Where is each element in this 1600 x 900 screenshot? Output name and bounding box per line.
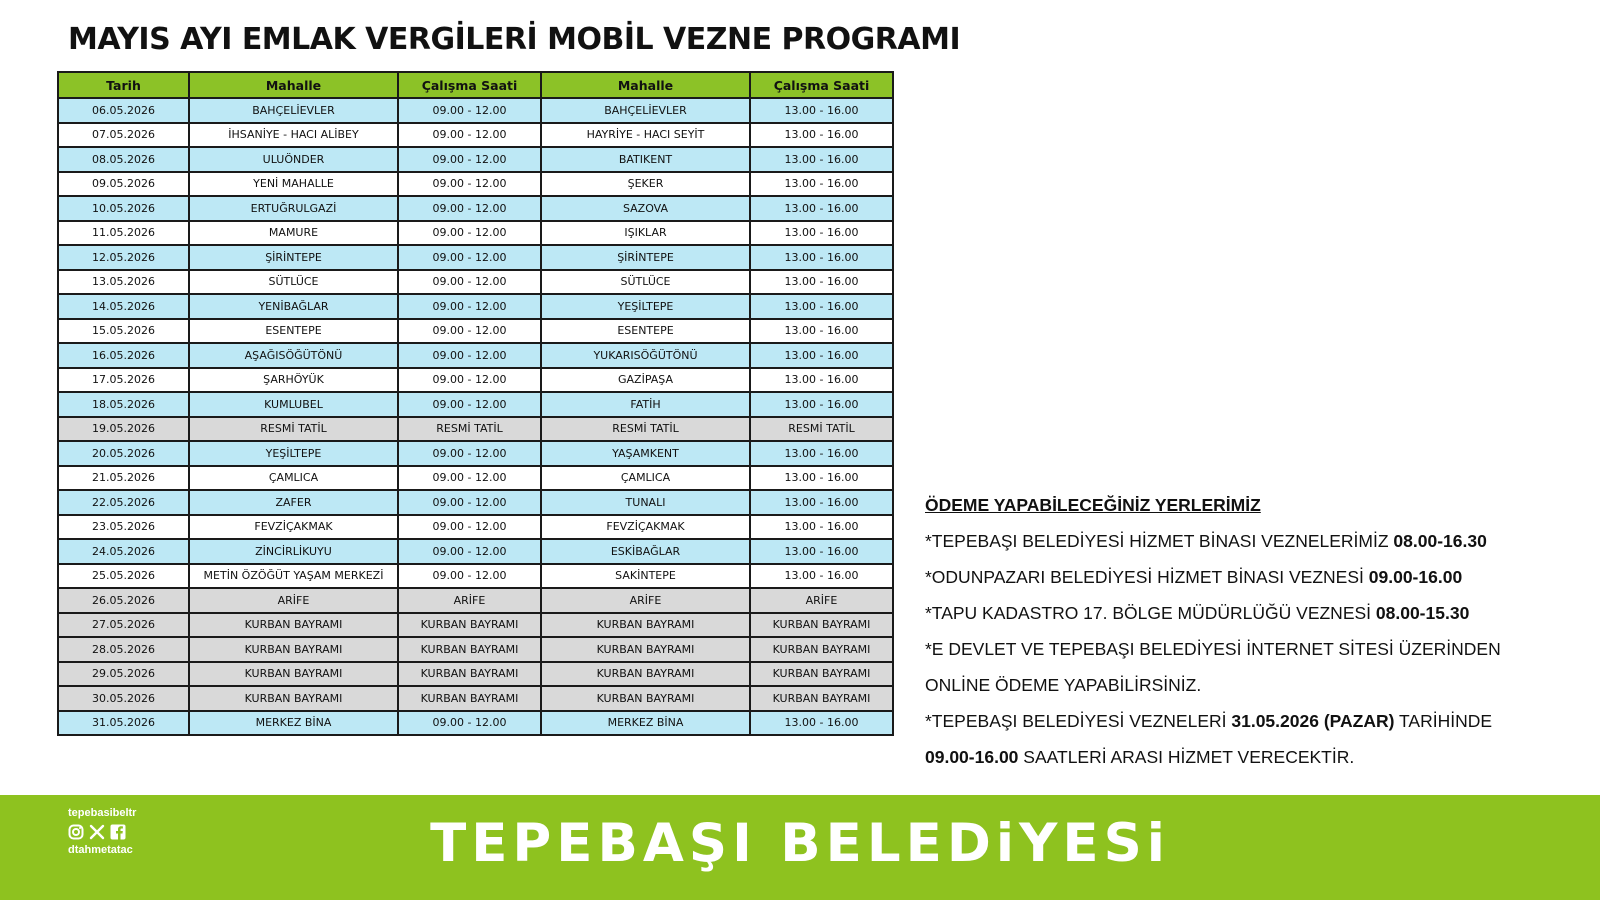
cell-district-afternoon: KURBAN BAYRAMI	[541, 662, 750, 687]
payment-line-2	[925, 567, 1545, 587]
cell-hours-morning: 09.00 - 12.00	[398, 245, 541, 270]
payment-line-6	[925, 711, 1545, 731]
cell-date: 17.05.2026	[58, 368, 189, 393]
cell-hours-afternoon: KURBAN BAYRAMI	[750, 686, 893, 711]
cell-district-afternoon: RESMİ TATİL	[541, 417, 750, 442]
cell-hours-morning: 09.00 - 12.00	[398, 343, 541, 368]
schedule-table	[57, 71, 894, 736]
cell-date: 24.05.2026	[58, 539, 189, 564]
table-row	[58, 588, 893, 613]
table-row	[58, 245, 893, 270]
cell-hours-morning: 09.00 - 12.00	[398, 441, 541, 466]
table-row	[58, 637, 893, 662]
cell-district-afternoon: TUNALI	[541, 490, 750, 515]
payment-line-4: *E DEVLET VE TEPEBAŞI BELEDİYESİ İNTERNET SİTESİ ÜZERİNDEN	[925, 639, 1501, 659]
cell-date: 27.05.2026	[58, 613, 189, 638]
cell-hours-afternoon: 13.00 - 16.00	[750, 294, 893, 319]
cell-hours-afternoon: KURBAN BAYRAMI	[750, 662, 893, 687]
cell-hours-afternoon: 13.00 - 16.00	[750, 564, 893, 589]
cell-district-afternoon: YEŞİLTEPE	[541, 294, 750, 319]
cell-hours-morning: 09.00 - 12.00	[398, 123, 541, 148]
cell-hours-afternoon: 13.00 - 16.00	[750, 245, 893, 270]
cell-district-afternoon: BATIKENT	[541, 147, 750, 172]
payment-line-6-date: 31.05.2026 (PAZAR)	[1231, 711, 1395, 731]
cell-hours-morning: 09.00 - 12.00	[398, 392, 541, 417]
cell-district-morning: YEŞİLTEPE	[189, 441, 398, 466]
social-handle-bottom: dtahmetatac	[68, 844, 133, 856]
cell-district-morning: FEVZİÇAKMAK	[189, 515, 398, 540]
cell-hours-morning: 09.00 - 12.00	[398, 564, 541, 589]
cell-hours-morning: 09.00 - 12.00	[398, 196, 541, 221]
cell-hours-afternoon: KURBAN BAYRAMI	[750, 613, 893, 638]
cell-hours-morning: KURBAN BAYRAMI	[398, 662, 541, 687]
table-row	[58, 368, 893, 393]
payment-line-2-text: *ODUNPAZARI BELEDİYESİ HİZMET BİNASI VEZNESİ	[925, 567, 1369, 587]
header-date: Tarih	[58, 72, 189, 98]
table-row	[58, 662, 893, 687]
cell-district-morning: YENİBAĞLAR	[189, 294, 398, 319]
cell-hours-afternoon: 13.00 - 16.00	[750, 319, 893, 344]
payment-line-7-tail: SAATLERİ ARASI HİZMET VERECEKTİR.	[1018, 747, 1355, 767]
cell-hours-morning: ARİFE	[398, 588, 541, 613]
payment-info	[925, 495, 1545, 783]
cell-district-afternoon: HAYRİYE - HACI SEYİT	[541, 123, 750, 148]
cell-date: 16.05.2026	[58, 343, 189, 368]
cell-district-morning: ŞİRİNTEPE	[189, 245, 398, 270]
payment-line-6-text: *TEPEBAŞI BELEDİYESİ VEZNELERİ	[925, 711, 1232, 731]
cell-district-morning: KURBAN BAYRAMI	[189, 662, 398, 687]
cell-district-afternoon: GAZİPAŞA	[541, 368, 750, 393]
cell-date: 12.05.2026	[58, 245, 189, 270]
cell-district-morning: ULUÖNDER	[189, 147, 398, 172]
cell-hours-morning: RESMİ TATİL	[398, 417, 541, 442]
cell-district-afternoon: KURBAN BAYRAMI	[541, 686, 750, 711]
cell-hours-afternoon: 13.00 - 16.00	[750, 466, 893, 491]
cell-date: 19.05.2026	[58, 417, 189, 442]
municipality-brand: TEPEBAŞI BELEDiYESi	[430, 813, 1170, 874]
cell-district-afternoon: MERKEZ BİNA	[541, 711, 750, 736]
header-hours-afternoon: Çalışma Saati	[750, 72, 893, 98]
cell-district-afternoon: YAŞAMKENT	[541, 441, 750, 466]
cell-date: 30.05.2026	[58, 686, 189, 711]
cell-hours-morning: 09.00 - 12.00	[398, 490, 541, 515]
cell-hours-afternoon: 13.00 - 16.00	[750, 711, 893, 736]
cell-district-morning: ZAFER	[189, 490, 398, 515]
cell-hours-morning: 09.00 - 12.00	[398, 147, 541, 172]
cell-hours-afternoon: 13.00 - 16.00	[750, 490, 893, 515]
payment-line-1	[925, 531, 1545, 551]
cell-district-morning: KUMLUBEL	[189, 392, 398, 417]
cell-date: 08.05.2026	[58, 147, 189, 172]
cell-hours-morning: KURBAN BAYRAMI	[398, 686, 541, 711]
payment-line-7-hours: 09.00-16.00	[925, 747, 1019, 767]
cell-district-morning: İHSANİYE - HACI ALİBEY	[189, 123, 398, 148]
table-row	[58, 319, 893, 344]
table-row	[58, 686, 893, 711]
table-row	[58, 490, 893, 515]
table-row	[58, 466, 893, 491]
cell-district-afternoon: SAKİNTEPE	[541, 564, 750, 589]
cell-hours-afternoon: KURBAN BAYRAMI	[750, 637, 893, 662]
cell-hours-afternoon: 13.00 - 16.00	[750, 441, 893, 466]
cell-district-morning: ERTUĞRULGAZİ	[189, 196, 398, 221]
cell-hours-morning: 09.00 - 12.00	[398, 221, 541, 246]
cell-hours-morning: KURBAN BAYRAMI	[398, 637, 541, 662]
cell-date: 18.05.2026	[58, 392, 189, 417]
cell-district-morning: RESMİ TATİL	[189, 417, 398, 442]
cell-date: 31.05.2026	[58, 711, 189, 736]
cell-hours-morning: 09.00 - 12.00	[398, 368, 541, 393]
payment-line-7	[925, 747, 1545, 767]
cell-date: 14.05.2026	[58, 294, 189, 319]
table-row	[58, 123, 893, 148]
page-title: MAYIS AYI EMLAK VERGİLERİ MOBİL VEZNE PROGRAMI	[68, 22, 961, 57]
cell-district-afternoon: YUKARISÖĞÜTÖNÜ	[541, 343, 750, 368]
cell-district-morning: YENİ MAHALLE	[189, 172, 398, 197]
cell-hours-morning: 09.00 - 12.00	[398, 319, 541, 344]
footer-bar	[0, 795, 1600, 900]
cell-hours-morning: 09.00 - 12.00	[398, 172, 541, 197]
social-handle-top: tepebasibeltr	[68, 807, 137, 819]
cell-hours-afternoon: RESMİ TATİL	[750, 417, 893, 442]
cell-date: 28.05.2026	[58, 637, 189, 662]
table-row	[58, 196, 893, 221]
cell-hours-afternoon: 13.00 - 16.00	[750, 221, 893, 246]
cell-district-morning: MERKEZ BİNA	[189, 711, 398, 736]
cell-district-afternoon: ESKİBAĞLAR	[541, 539, 750, 564]
cell-district-morning: ŞARHÖYÜK	[189, 368, 398, 393]
table-row	[58, 441, 893, 466]
cell-district-afternoon: SÜTLÜCE	[541, 270, 750, 295]
cell-district-morning: MAMURE	[189, 221, 398, 246]
table-row	[58, 564, 893, 589]
cell-date: 09.05.2026	[58, 172, 189, 197]
cell-district-morning: METİN ÖZÖĞÜT YAŞAM MERKEZİ	[189, 564, 398, 589]
table-row	[58, 539, 893, 564]
cell-district-afternoon: KURBAN BAYRAMI	[541, 637, 750, 662]
cell-district-afternoon: ARİFE	[541, 588, 750, 613]
cell-district-afternoon: ÇAMLICA	[541, 466, 750, 491]
payment-line-2-hours: 09.00-16.00	[1368, 567, 1463, 587]
table-row	[58, 172, 893, 197]
cell-district-afternoon: BAHÇELİEVLER	[541, 98, 750, 123]
table-row	[58, 270, 893, 295]
cell-district-afternoon: IŞIKLAR	[541, 221, 750, 246]
header-hours-morning: Çalışma Saati	[398, 72, 541, 98]
cell-hours-afternoon: 13.00 - 16.00	[750, 539, 893, 564]
schedule-body	[58, 98, 893, 735]
cell-district-morning: ÇAMLICA	[189, 466, 398, 491]
cell-hours-afternoon: 13.00 - 16.00	[750, 123, 893, 148]
cell-date: 29.05.2026	[58, 662, 189, 687]
table-header-row	[58, 72, 893, 98]
cell-date: 21.05.2026	[58, 466, 189, 491]
header-district-afternoon: Mahalle	[541, 72, 750, 98]
cell-district-afternoon: ŞEKER	[541, 172, 750, 197]
cell-hours-afternoon: 13.00 - 16.00	[750, 392, 893, 417]
cell-district-afternoon: ŞİRİNTEPE	[541, 245, 750, 270]
cell-date: 07.05.2026	[58, 123, 189, 148]
cell-hours-afternoon: 13.00 - 16.00	[750, 515, 893, 540]
table-row	[58, 613, 893, 638]
table-row	[58, 221, 893, 246]
cell-district-morning: KURBAN BAYRAMI	[189, 613, 398, 638]
cell-hours-afternoon: 13.00 - 16.00	[750, 368, 893, 393]
table-row	[58, 147, 893, 172]
table-row	[58, 343, 893, 368]
cell-date: 10.05.2026	[58, 196, 189, 221]
cell-hours-afternoon: 13.00 - 16.00	[750, 147, 893, 172]
payment-line-1-hours: 08.00-16.30	[1393, 531, 1487, 551]
cell-district-morning: KURBAN BAYRAMI	[189, 637, 398, 662]
cell-date: 25.05.2026	[58, 564, 189, 589]
cell-date: 15.05.2026	[58, 319, 189, 344]
payment-line-6-tail: TARİHİNDE	[1394, 711, 1493, 731]
cell-district-morning: SÜTLÜCE	[189, 270, 398, 295]
table-row	[58, 98, 893, 123]
cell-date: 06.05.2026	[58, 98, 189, 123]
cell-hours-morning: 09.00 - 12.00	[398, 466, 541, 491]
payment-line-1-text: *TEPEBAŞI BELEDİYESİ HİZMET BİNASI VEZNELERİMİZ	[925, 531, 1394, 551]
table-row	[58, 515, 893, 540]
cell-hours-morning: 09.00 - 12.00	[398, 270, 541, 295]
cell-date: 22.05.2026	[58, 490, 189, 515]
cell-hours-morning: 09.00 - 12.00	[398, 711, 541, 736]
cell-hours-afternoon: 13.00 - 16.00	[750, 172, 893, 197]
payment-line-3	[925, 603, 1545, 623]
cell-district-morning: ARİFE	[189, 588, 398, 613]
cell-district-afternoon: FEVZİÇAKMAK	[541, 515, 750, 540]
cell-date: 23.05.2026	[58, 515, 189, 540]
table-row	[58, 294, 893, 319]
cell-district-afternoon: ESENTEPE	[541, 319, 750, 344]
cell-date: 13.05.2026	[58, 270, 189, 295]
cell-district-morning: BAHÇELİEVLER	[189, 98, 398, 123]
payment-info-heading: ÖDEME YAPABİLECEĞİNİZ YERLERİMİZ	[925, 495, 1261, 515]
cell-hours-afternoon: 13.00 - 16.00	[750, 98, 893, 123]
cell-hours-afternoon: 13.00 - 16.00	[750, 196, 893, 221]
cell-hours-morning: KURBAN BAYRAMI	[398, 613, 541, 638]
cell-hours-morning: 09.00 - 12.00	[398, 294, 541, 319]
cell-hours-afternoon: 13.00 - 16.00	[750, 343, 893, 368]
cell-hours-morning: 09.00 - 12.00	[398, 515, 541, 540]
cell-hours-afternoon: 13.00 - 16.00	[750, 270, 893, 295]
cell-district-afternoon: SAZOVA	[541, 196, 750, 221]
cell-district-morning: AŞAĞISÖĞÜTÖNÜ	[189, 343, 398, 368]
table-row	[58, 711, 893, 736]
cell-district-morning: KURBAN BAYRAMI	[189, 686, 398, 711]
cell-district-afternoon: FATİH	[541, 392, 750, 417]
cell-date: 11.05.2026	[58, 221, 189, 246]
cell-date: 20.05.2026	[58, 441, 189, 466]
cell-district-morning: ZİNCİRLİKUYU	[189, 539, 398, 564]
cell-district-morning: ESENTEPE	[189, 319, 398, 344]
cell-hours-morning: 09.00 - 12.00	[398, 539, 541, 564]
payment-line-3-text: *TAPU KADASTRO 17. BÖLGE MÜDÜRLÜĞÜ VEZNESİ	[925, 603, 1376, 623]
table-row	[58, 417, 893, 442]
cell-date: 26.05.2026	[58, 588, 189, 613]
cell-hours-afternoon: ARİFE	[750, 588, 893, 613]
payment-line-3-hours: 08.00-15.30	[1375, 603, 1470, 623]
payment-line-5: ONLİNE ÖDEME YAPABİLİRSİNİZ.	[925, 675, 1202, 695]
header-district-morning: Mahalle	[189, 72, 398, 98]
cell-hours-morning: 09.00 - 12.00	[398, 98, 541, 123]
cell-district-afternoon: KURBAN BAYRAMI	[541, 613, 750, 638]
table-row	[58, 392, 893, 417]
